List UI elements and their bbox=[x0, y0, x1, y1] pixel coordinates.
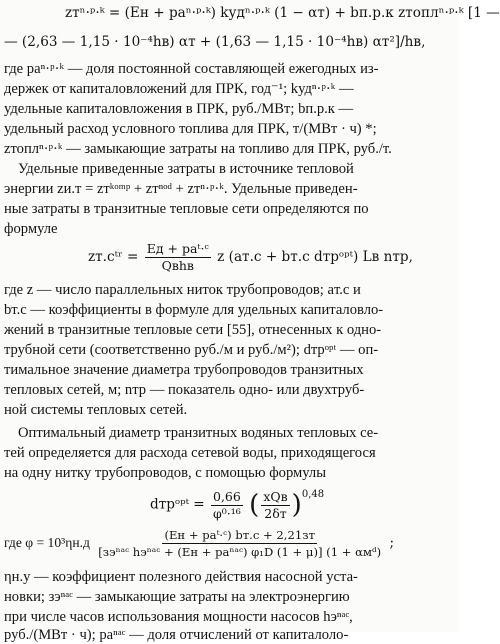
text-line: на одну нитку трубопроводов, с помощью формулы bbox=[4, 465, 327, 481]
text-line: держек от капиталовложений для ПРК, год⁻¹; kудⁿ·ᵖ·ᵏ — bbox=[4, 81, 354, 97]
text-line: bт.с — коэффициенты в формуле для удельных капиталовло- bbox=[4, 302, 384, 318]
text-line: Оптимальный диаметр транзитных водяных тепловых се- bbox=[18, 425, 379, 441]
text-line: тей определяется для расхода сетевой воды, приходящегося bbox=[4, 445, 376, 461]
text-line: удельные капиталовложения в ПРК, руб./МВт; bп.р.к — bbox=[4, 101, 354, 117]
text-line: жений в транзитные тепловые сети [55], отнесенных к одно- bbox=[4, 322, 382, 338]
text-line: руб./(МВт · ч); pаⁿᵃᶜ — доля отчислений от капиталоло- bbox=[4, 627, 349, 643]
text-line: трубной сети (соответственно руб./м и руб./м²); dтрᵒᵖᵗ — оп- bbox=[4, 342, 379, 358]
equation-phi bbox=[4, 524, 394, 562]
fraction-numerator: 0,66 bbox=[213, 488, 241, 504]
equation-lhs: где φ = 10³ηн.д bbox=[4, 535, 90, 550]
text-line: Удельные приведенные затраты в источнике тепловой bbox=[18, 161, 354, 177]
text-line: тимальное значение диаметра трубопроводов транзитных bbox=[4, 362, 364, 378]
paren-open: ( bbox=[249, 490, 260, 521]
text-line: новки; зэⁿᵃᶜ — замыкающие затраты на электроэнергию bbox=[4, 589, 350, 605]
equation-lhs: zт.сᵗʳ = bbox=[88, 249, 139, 265]
text-line: энергии zи.т = zтᵏᵒᵐᵖ + zтⁿᵒᵈ + zтⁿ·ᵖ·ᵏ. Удельные приведен- bbox=[4, 181, 358, 197]
text-line: ные затраты в транзитные тепловые сети определяются по bbox=[4, 201, 369, 217]
equation-lhs: dтрᵒᵖᵗ = bbox=[150, 496, 205, 513]
fraction-denominator: Qвhв bbox=[161, 258, 194, 273]
equation-end: ; bbox=[389, 535, 395, 551]
fraction-denominator: φ⁰·¹⁶ bbox=[213, 505, 241, 521]
fraction-denominator: [зэⁿᵃᶜ hэⁿᵃᶜ + (Eн + pаⁿᵃᶜ) φ₁D (1 + μ)] (1 + αмᵈ) bbox=[98, 545, 382, 559]
text-line: где z — число параллельных ниток трубопроводов; aт.с и bbox=[4, 282, 361, 298]
fraction bbox=[145, 242, 211, 273]
text-line: ной системы тепловых сетей. bbox=[4, 402, 188, 418]
equation-ptk-cost-line-1: zтⁿ·ᵖ·ᵏ = (Eн + pаⁿ·ᵖ·ᵏ) kудⁿ·ᵖ·ᵏ (1 − αт) + bп.р.к zтоплⁿ·ᵖ·ᵏ [1 — bbox=[65, 5, 500, 21]
text-line: формуле bbox=[4, 221, 58, 237]
text-line: ηн.у — коэффициент полезного действия насосной уста- bbox=[4, 569, 358, 585]
fraction-numerator: (Eн + pаᵗ·ᶜ) bт.с + 2,21зт bbox=[164, 528, 315, 542]
equation-ptk-cost-line-2: — (2,63 — 1,15 · 10⁻⁴hв) αт + (1,63 — 1,15 · 10⁻⁴hв) αт²]/hв, bbox=[4, 34, 426, 50]
paren-close: ) bbox=[291, 490, 302, 521]
fraction bbox=[96, 528, 383, 559]
text-line: удельный расход условного топлива для ПРК, т/(МВт · ч) *; bbox=[4, 121, 377, 137]
fraction bbox=[261, 490, 289, 521]
text-line: тепловых сетей, м; nтр — показатель одно- или двухтруб- bbox=[4, 382, 365, 398]
text-line: при числе часов использования мощности насосов hэⁿᵃᶜ, bbox=[4, 609, 353, 625]
text-line: где pаⁿ·ᵖ·ᵏ — доля постоянной составляющей ежегодных из- bbox=[4, 61, 379, 77]
exponent: 0,48 bbox=[301, 489, 325, 500]
equation-transit-network-cost bbox=[88, 240, 413, 274]
fraction bbox=[211, 490, 243, 521]
equation-optimal-diameter bbox=[150, 482, 324, 524]
text-line: zтоплⁿ·ᵖ·ᵏ — замыкающие затраты на топливо для ПРК, руб./т. bbox=[4, 141, 392, 157]
fraction-denominator: 2δт bbox=[264, 505, 287, 521]
fraction-numerator: xQв bbox=[263, 488, 288, 504]
fraction-numerator: Eд + pаᵗ·ᶜ bbox=[146, 241, 209, 256]
equation-rhs: z (aт.с + bт.с dтрᵒᵖᵗ) Lв nтр, bbox=[217, 249, 413, 265]
